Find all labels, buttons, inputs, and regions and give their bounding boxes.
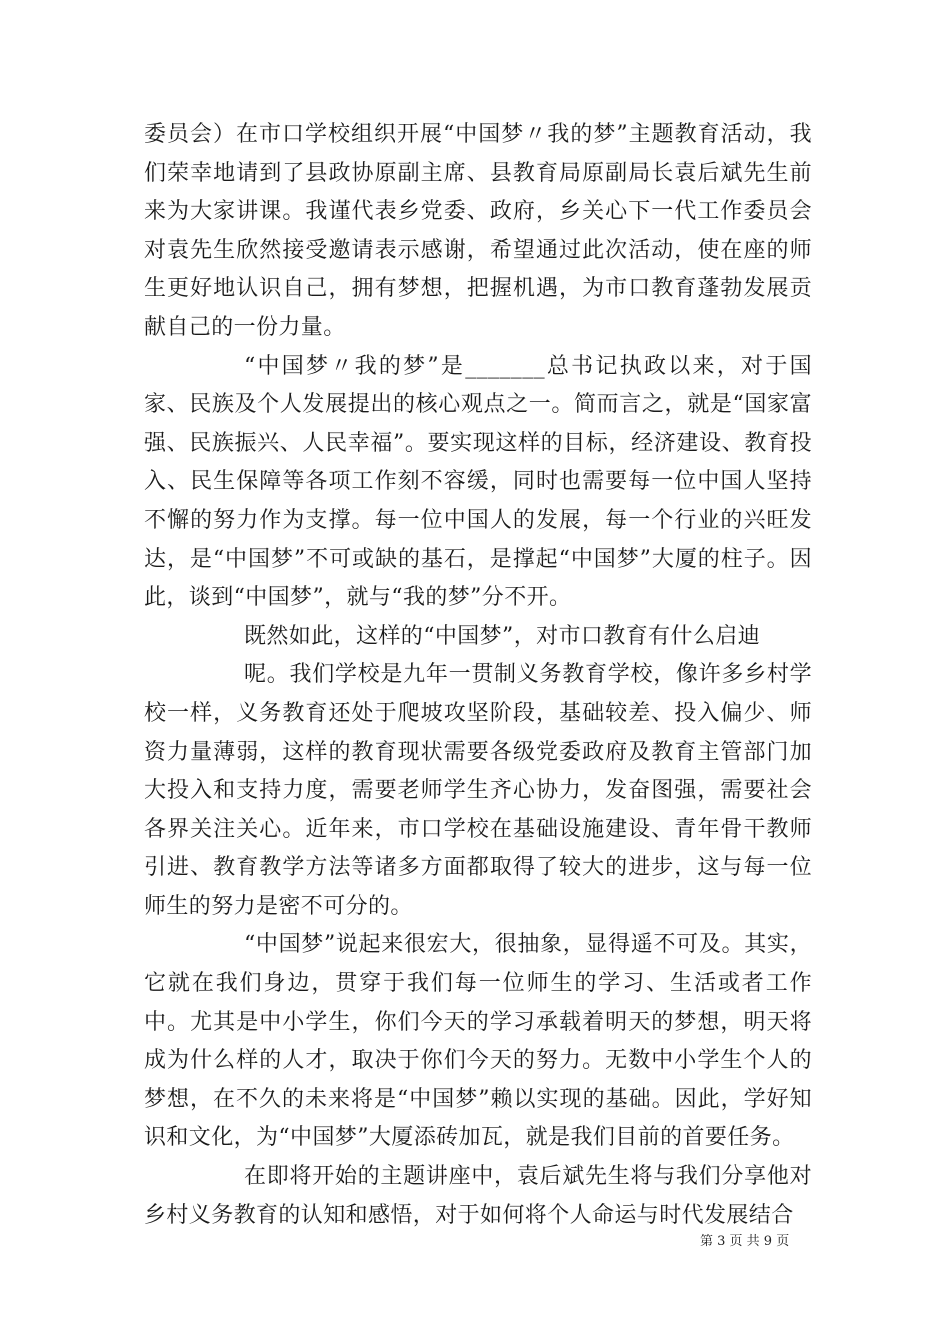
paragraph-lecture-intro: 在即将开始的主题讲座中，袁后斌先生将与我们分享他对乡村义务教育的认知和感悟，对于如何将个人命运与时代发展结合 <box>144 1164 812 1228</box>
paragraph-inspiration-question: 既然如此，这样的“中国梦”，对市口教育有什么启迪 <box>244 623 761 649</box>
paragraph-students-dream: “中国梦”说起来很宏大，很抽象，显得遥不可及。其实，它就在我们身边，贯穿于我们每一位师生的学习、生活或者工作中。尤其是中小学生，你们今天的学习承载着明天的梦想，明天将成为什么样的人才，取决于你们今天的努力。无数中小学生个人的梦想，在不久的未来将是“中国梦”赖以实现的基础。因此，学好知识和文化，为“中国梦”大厦添砖加瓦，就是我们目前的首要任务。 <box>144 932 812 1151</box>
page-number-footer: 第 3 页 共 9 页 <box>700 1234 790 1249</box>
paragraph-china-dream-definition: “中国梦〃我的梦”是_______总书记执政以来，对于国家、民族及个人发展提出的核心观点之一。简而言之，就是“国家富强、民族振兴、人民幸福”。要实现这样的目标，经济建设、教育投入、民生保障等各项工作刻不容缓，同时也需要每一位中国人坚持不懈的努力作为支撑。每一位中国人的发展，每一个行业的兴旺发达，是“中国梦”不可或缺的基石，是撑起“中国梦”大厦的柱子。因此，谈到“中国梦”，就与“我的梦”分不开。 <box>144 353 812 611</box>
paragraph-school-situation: 呢。我们学校是九年一贯制义务教育学校，像许多乡村学校一样，义务教育还处于爬坡攻坚阶段，基础较差、投入偏少、师资力量薄弱，这样的教育现状需要各级党委政府及教育主管部门加大投入和支持力度，需要老师学生齐心协力，发奋图强，需要社会各界关注关心。近年来，市口学校在基础设施建设、青年骨干教师引进、教育教学方法等诸多方面都取得了较大的进步，这与每一位师生的努力是密不可分的。 <box>144 662 812 919</box>
paragraph-opening: 委员会）在市口学校组织开展“中国梦〃我的梦”主题教育活动，我们荣幸地请到了县政协原副主席、县教育局原副局长袁后斌先生前来为大家讲课。我谨代表乡党委、政府，乡关心下一代工作委员会对袁先生欣然接受邀请表示感谢，希望通过此次活动，使在座的师生更好地认识自己，拥有梦想，把握机遇，为市口教育蓬勃发展贡献自己的一份力量。 <box>144 122 812 340</box>
body-text <box>144 116 812 1235</box>
